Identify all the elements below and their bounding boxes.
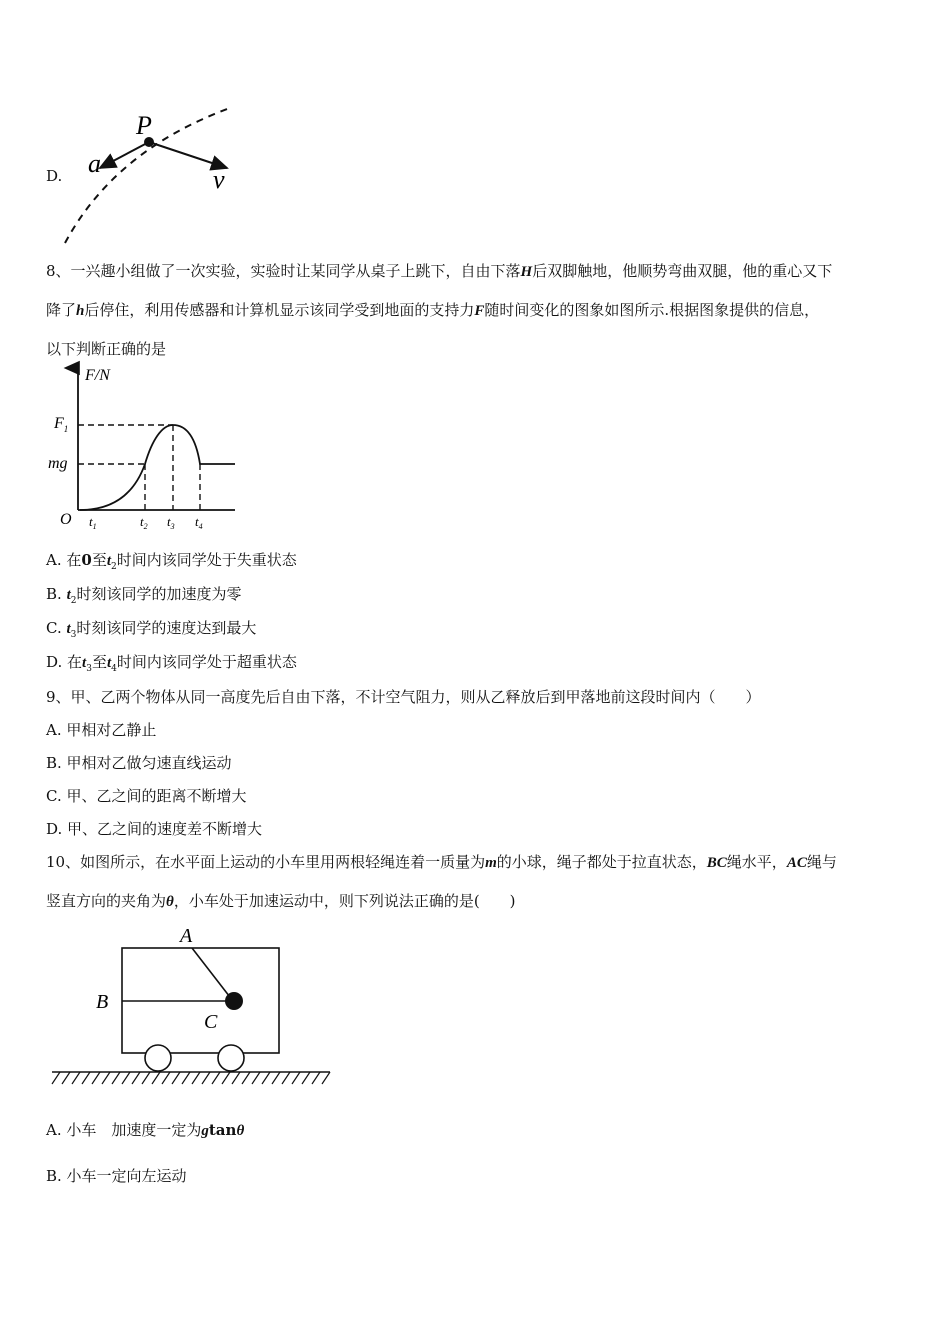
label-c: C — [204, 1011, 218, 1033]
tick-t1: $t_1$ — [89, 514, 97, 531]
q10-option-b: B. 小车一定向左运动 — [46, 1167, 187, 1185]
q9-option-a: A. 甲相对乙静止 — [46, 721, 157, 739]
mg-label: mg — [48, 455, 68, 472]
tick-t2: $t_2$ — [140, 514, 148, 531]
q10-option-a: A. 小车 加速度一定为gtanθ — [46, 1121, 245, 1139]
force-curve — [80, 425, 235, 510]
q10-cart-figure — [48, 920, 338, 1090]
vel-label: v — [213, 165, 225, 194]
q9-stem: 9、甲、乙两个物体从同一高度先后自由下落，不计空气阻力，则从乙释放后到甲落地前这段时间内（ ） — [46, 688, 761, 706]
tick-t4: $t_4$ — [195, 514, 203, 531]
q9-option-c: C. 甲、乙之间的距离不断增大 — [46, 787, 247, 805]
q9-option-d: D. 甲、乙之间的速度差不断增大 — [46, 820, 263, 838]
q10-stem: 10、如图所示，在水平面上运动的小车里用两根轻绳连着一质量为m的小球，绳子都处于拉直状态，BC绳水平，AC绳与 竖直方向的夹角为θ，小车处于加速运动中，则下列说法正确的是( ) — [46, 853, 837, 910]
q8-option-b: B. $t_2$时刻该同学的加速度为零 — [46, 585, 242, 606]
q8-force-time-chart — [40, 360, 250, 535]
y-axis-label: F/N — [85, 367, 110, 384]
q8-option-a: A. 在0至$t_2$时间内该同学处于失重状态 — [46, 551, 297, 572]
label-b: B — [96, 991, 109, 1013]
tick-t3: $t_3$ — [167, 514, 175, 531]
label-a: A — [180, 925, 193, 947]
q7-option-d-label: D. — [46, 167, 63, 185]
f1-label: $F_1$ — [54, 415, 69, 434]
point-p-label: P — [136, 111, 152, 140]
origin-label: O — [60, 511, 72, 528]
q8-option-c: C. $t_3$时刻该同学的速度达到最大 — [46, 619, 257, 640]
q8-option-d: D. 在$t_3$至$t_4$时间内该同学处于超重状态 — [46, 653, 297, 674]
q9-option-b: B. 甲相对乙做匀速直线运动 — [46, 754, 232, 772]
ball — [225, 992, 243, 1010]
wheel-left — [145, 1045, 171, 1071]
q7-trajectory-figure — [55, 100, 255, 250]
accel-label: a — [88, 149, 101, 178]
rope-ac — [192, 948, 233, 1001]
wheel-right — [218, 1045, 244, 1071]
q8-stem: 8、一兴趣小组做了一次实验，实验时让某同学从桌子上跳下，自由下落H后双脚触地，他顺势弯曲双腿，他的重心又下 降了h后停住，利用传感器和计算机显示该同学受到地面的支持力F随时间变化的图象如图所示.根据图象提供的信息， 以下判断正确的是 — [46, 262, 833, 358]
ground-hatching — [52, 1072, 330, 1084]
